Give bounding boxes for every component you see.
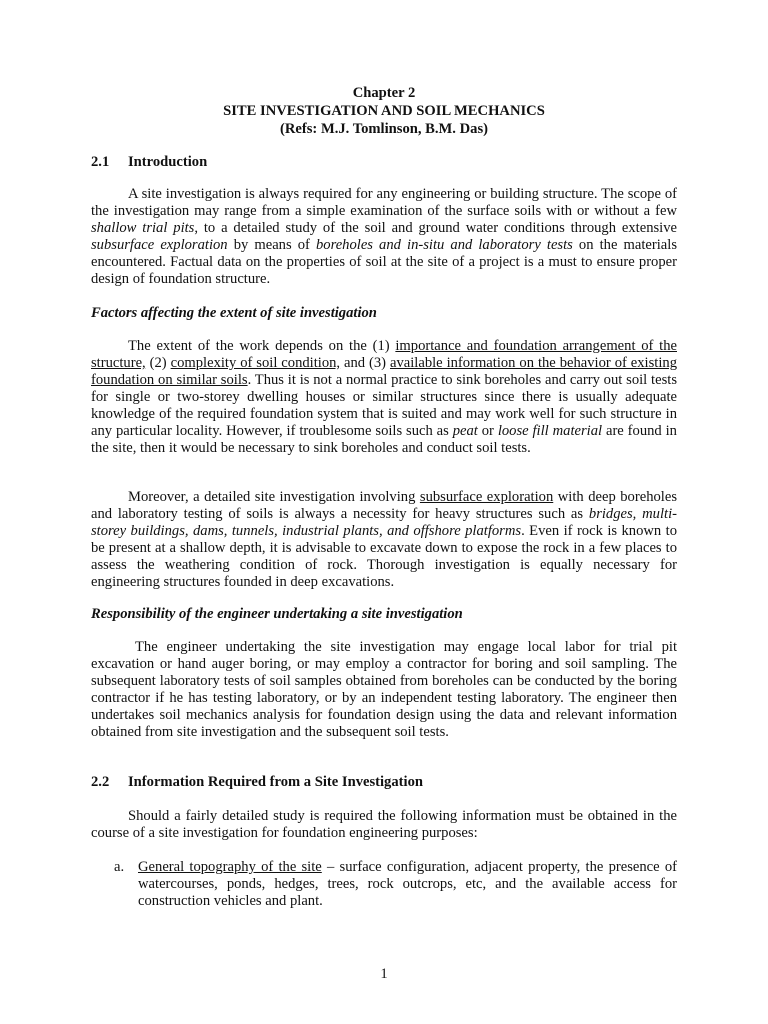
- factors-paragraph: The extent of the work depends on the (1) importance and foundation arrangement of the structure, (2) complexity of soil condition, and (3) available information on the behavior of existing foundation on similar soils. Thus it is not a normal practice to sink boreholes and carry out soil tests for single or two-storey dwelling houses or similar structures since there is usually adequate knowledge of the required foundation system that is suited and may work well for such structure in any particular locality. However, if troublesome soils such as peat or loose fill material are found in the site, then it would be necessary to sink boreholes and conduct soil tests.: [91, 338, 677, 456]
- moreover-paragraph: Moreover, a detailed site investigation involving subsurface exploration with deep boreholes and laboratory testing of soils is always a necessity for heavy structures such as bridges, multi-storey buildings, dams, tunnels, industrial plants, and offshore platforms. Even if rock is known to be present at a shallow depth, it is advisable to excavate down to expose the rock in a few places to assess the weathering condition of rock. Thorough investigation is equally necessary for engineering structures founded in deep excavations.: [91, 489, 678, 590]
- responsibility-paragraph: The engineer undertaking the site investigation may engage local labor for trial pit excavation or hand auger boring, or may employ a contractor for boring and soil sampling. The subsequent laboratory tests of soil samples obtained from boreholes can be conducted by the boring contractor if he has testing laboratory, or by an independent testing laboratory. The engineer then undertakes soil mechanics analysis for foundation design using the data and relevant information obtained from site investigation and the subsequent soil tests.: [91, 639, 677, 740]
- list-marker: a.: [114, 859, 125, 875]
- chapter-refs: (Refs: M.J. Tomlinson, B.M. Das): [280, 121, 488, 137]
- chapter-title: SITE INVESTIGATION AND SOIL MECHANICS: [223, 103, 545, 119]
- section-2-2-heading: [91, 774, 423, 791]
- intro-paragraph: A site investigation is always required for any engineering or building structure. The scope of the investigation may range from a simple examination of the surface soils with or without a few shallow trial pits, to a detailed study of the soil and ground water conditions through extensive subsurface exploration by means of boreholes and in-situ and laboratory tests on the materials encountered. Factual data on the properties of soil at the site of a project is a must to ensure proper design of foundation structure.: [91, 186, 677, 287]
- factors-heading: Factors affecting the extent of site investigation: [91, 305, 377, 321]
- chapter-number: Chapter 2: [352, 85, 416, 101]
- section-title: Information Required from a Site Investigation: [128, 774, 423, 790]
- responsibility-heading: Responsibility of the engineer undertaking a site investigation: [91, 606, 463, 622]
- section-title: Introduction: [128, 154, 208, 170]
- info-intro-paragraph: Should a fairly detailed study is required the following information must be obtained in the course of a site investigation for foundation engineering purposes:: [91, 808, 677, 841]
- section-number: 2.2: [91, 774, 110, 790]
- list-item-text: General topography of the site – surface configuration, adjacent property, the presence of watercourses, ponds, hedges, trees, rock outcrops, etc, and the available access for construction vehicles and plant.: [138, 859, 677, 909]
- section-2-1-heading: [91, 154, 207, 171]
- section-number: 2.1: [91, 154, 110, 170]
- list-item-a: [91, 859, 677, 910]
- page-number: 1: [380, 966, 388, 982]
